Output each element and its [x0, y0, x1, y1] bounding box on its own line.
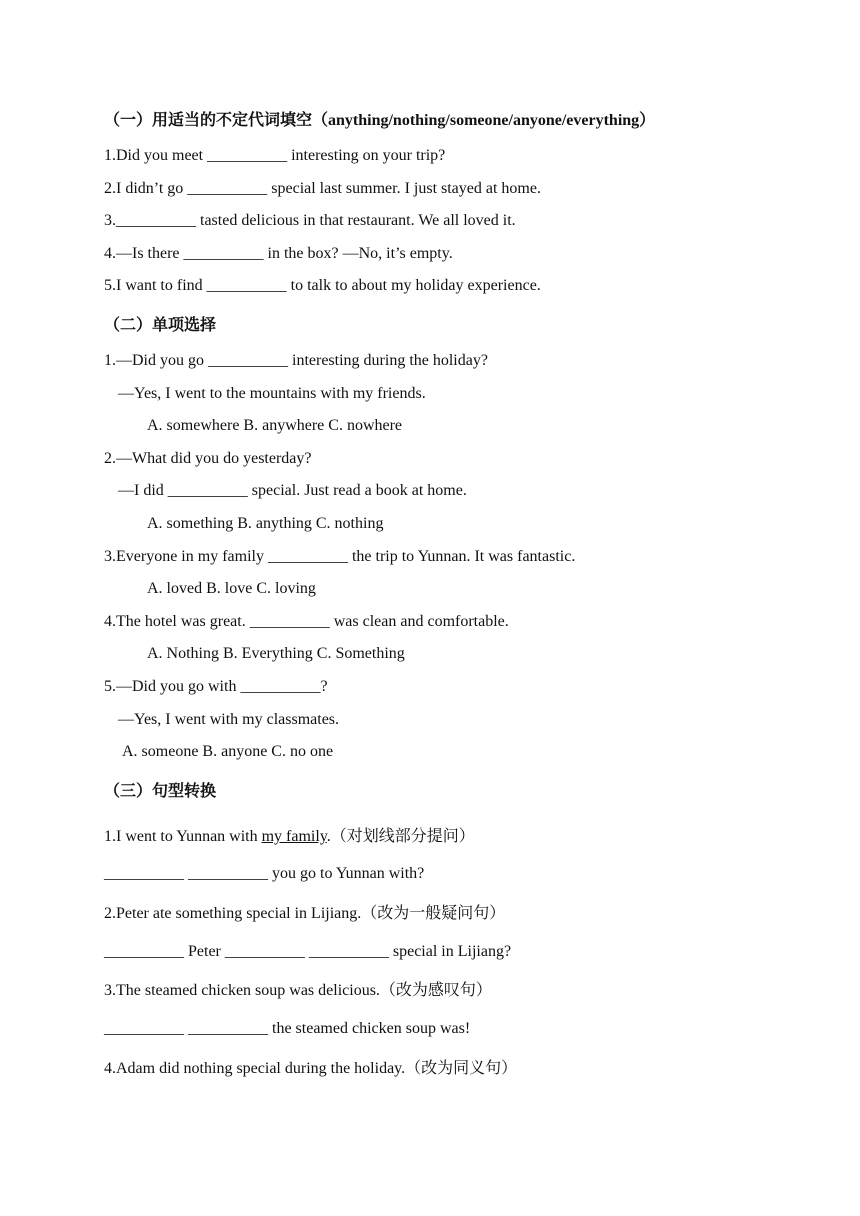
section3-q2-answer: __________ Peter __________ __________ special in Lijiang? [104, 942, 512, 960]
section3-q3-prefix: 3.The steamed chicken soup was delicious. [104, 982, 380, 1000]
worksheet-page [104, 108, 824, 1088]
section2-q3-options: A. loved B. love C. loving [147, 580, 316, 598]
section2-q1-stem: 1.—Did you go __________ interesting during the holiday? [104, 351, 488, 369]
section1-item-4: 4.—Is there __________ in the box? —No, it’s empty. [104, 244, 453, 262]
section1-heading-text: （一）用适当的不定代词填空（ [104, 110, 329, 129]
section3-q1-answer: __________ __________ you go to Yunnan with? [104, 865, 425, 883]
section1-item-5: 5.I want to find __________ to talk to about my holiday experience. [104, 277, 541, 295]
section2-q2-reply: —I did __________ special. Just read a book at home. [118, 482, 467, 500]
section3-q3-answer: __________ __________ the steamed chicken soup was! [104, 1020, 471, 1038]
section3-q1 [104, 817, 824, 856]
section1-item-1: 1.Did you meet __________ interesting on your trip? [104, 147, 446, 164]
section2-q2-options: A. something B. anything C. nothing [147, 514, 384, 532]
section2-heading: （二）单项选择 [104, 314, 217, 334]
section1-heading-close: ） [639, 110, 656, 129]
section1-heading [104, 108, 824, 132]
section2-q5-stem: 5.—Did you go with __________? [104, 677, 328, 695]
section3-q1-underlined: my family [261, 827, 327, 845]
section3-q2-prefix: 2.Peter ate something special in Lijiang. [104, 905, 362, 923]
section2-q2-stem: 2.—What did you do yesterday? [104, 449, 312, 467]
section2-q3-stem: 3.Everyone in my family __________ the trip to Yunnan. It was fantastic. [104, 547, 576, 565]
section3-q3 [104, 971, 824, 1010]
section2-q4-options: A. Nothing B. Everything C. Something [147, 645, 405, 663]
section3-q1-instruction: （对划线部分提问） [330, 825, 475, 845]
section1-heading-word-list: anything/nothing/someone/anyone/everything [328, 112, 640, 129]
section2-q5-options: A. someone B. anyone C. no one [122, 743, 334, 761]
section2-q1-reply: —Yes, I went to the mountains with my friends. [118, 384, 426, 402]
section3-q2-instruction: （改为一般疑问句） [361, 903, 506, 923]
section1-item-2: 2.I didn’t go __________ special last summer. I just stayed at home. [104, 179, 541, 197]
section3-q1-suffix: . [326, 827, 331, 845]
section3-q1-prefix: 1.I went to Yunnan with [104, 827, 262, 845]
section2-q1-options: A. somewhere B. anywhere C. nowhere [147, 417, 403, 435]
section3-q2 [104, 894, 824, 933]
section3-q4-prefix: 4.Adam did nothing special during the holiday. [104, 1059, 406, 1077]
section1-item-3: 3.__________ tasted delicious in that restaurant. We all loved it. [104, 212, 516, 230]
section3-q4-instruction: （改为同义句） [405, 1057, 518, 1077]
section2-q5-reply: —Yes, I went with my classmates. [118, 710, 340, 728]
section3-heading: （三）句型转换 [104, 780, 217, 800]
section2-q4-stem: 4.The hotel was great. __________ was clean and comfortable. [104, 612, 509, 630]
section3-q3-instruction: （改为感叹句） [379, 980, 492, 1000]
section3-q4 [104, 1049, 824, 1088]
